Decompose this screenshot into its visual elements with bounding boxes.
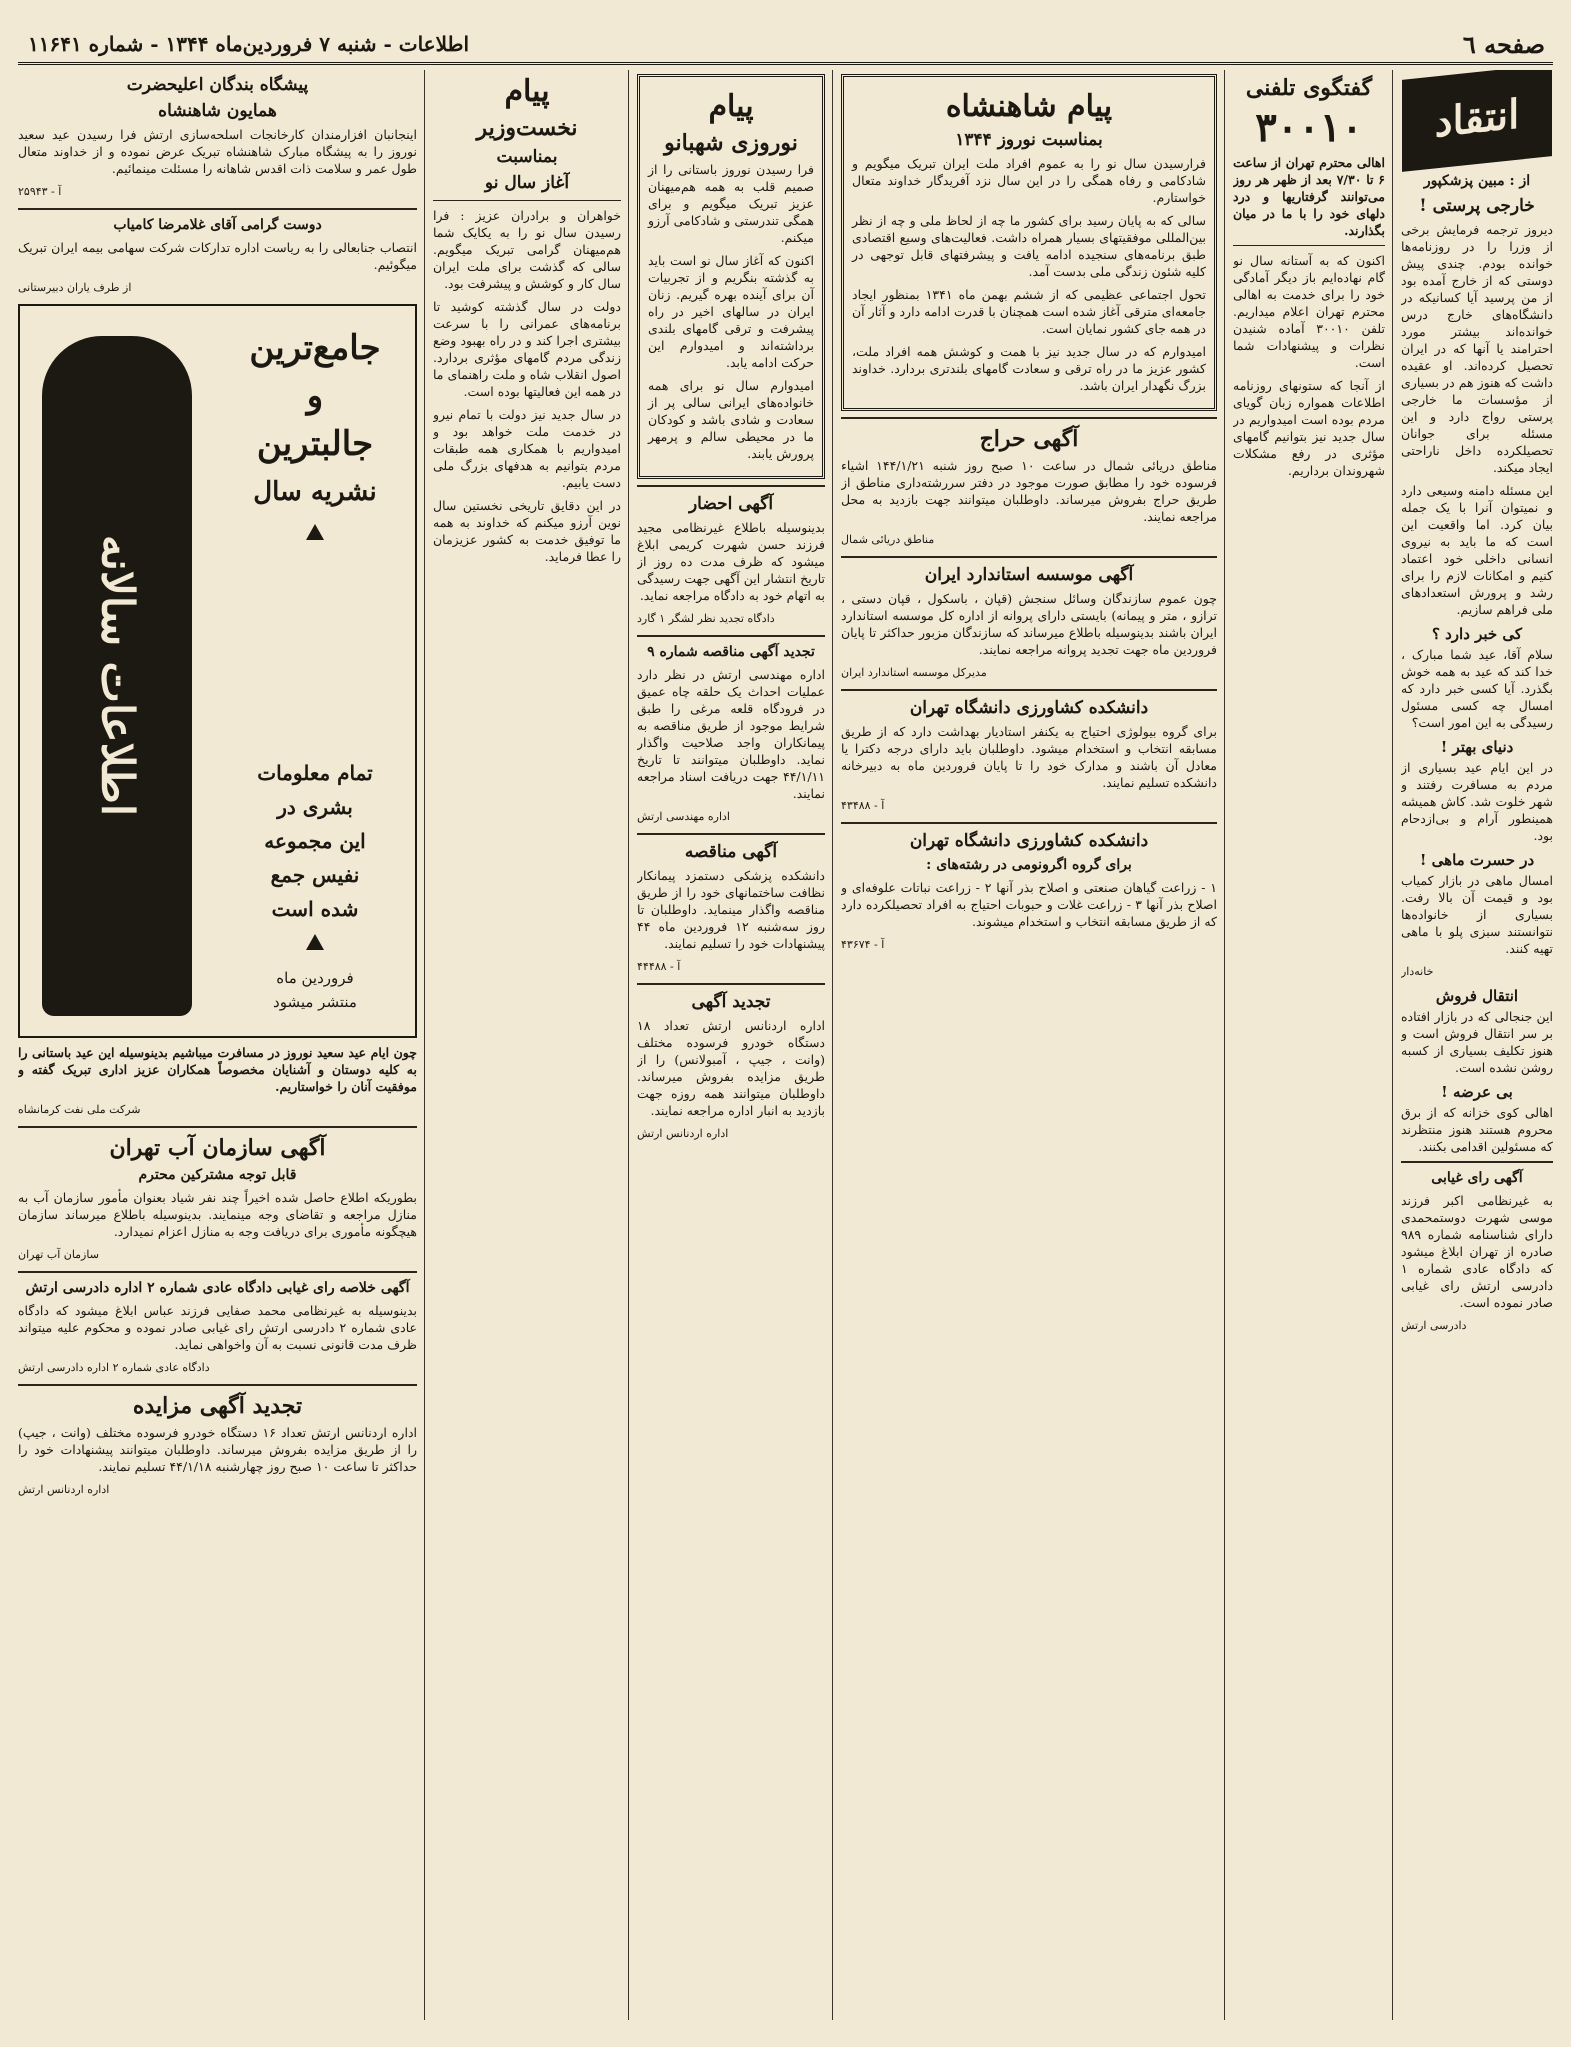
tender-title: تجدید آگهی مناقصه شماره ۹ xyxy=(647,644,815,660)
shah-message-body: سالی که به پایان رسید برای کشور ما چه از لحاظ ملی و چه از نظر بین‌المللی موفقیتهای بسیار همراه داشت. فعالیت‌های وسیع اقتصادی طبق برنامه‌های سنجیده ادامه یافت و پیشرفتهای قابل توجهی در کلیه شئون زندگی ملی بدست آمد. xyxy=(852,213,1206,279)
critique-author: از : مبین پزشکپور xyxy=(1423,173,1531,189)
ad-body: به غیرنظامی اکبر فرزند موسی شهرت دوستمحمدی دارای شناسنامه شماره ۹۸۹ صادره از تهران ابلاغ میشود که دادگاه عادی شماره ۱ دادرسی ارتش رای غیابی صادر نموده است. xyxy=(1401,1193,1553,1310)
critique-body: این مسئله دامنه وسیعی دارد و نمیتوان آنرا با یک جمله بیان کرد. اما واقعیت این است که ما باید به نیروی انسانی داخلی خود اعتماد کنیم و امکانات لازم را برای رشد و پرورش استعدادهای ملی فراهم سازیم. xyxy=(1401,483,1553,617)
ad-publish-note: منتشر میشود xyxy=(273,993,357,1011)
auction-title: آگهی حراج xyxy=(979,426,1079,452)
tender-reference: آ - ۴۴۴۸۸ xyxy=(637,960,681,973)
congrats-reference: آ - ۲۵۹۴۳ xyxy=(18,185,62,198)
auction-body: مناطق دریائی شمال در ساعت ۱۰ صبح روز شنبه ۱۴۴/۱/۲۱ اشیاء فرسوده خود را مطابق صورت موجود در دفتر سررشته‌داری مناطق از طریق حراج بفروش میرساند. داوطلبان میتوانند جهت بازدید به محل مراجعه نمایند. xyxy=(841,458,1217,524)
critique-title: خارجی پرستی ! xyxy=(1419,196,1535,216)
page-number: صفحه ٦ xyxy=(1462,29,1545,59)
friend-title: دوست گرامی آقای غلامرضا کامیاب xyxy=(113,217,322,233)
queen-message-subtitle: نوروزی شهبانو xyxy=(664,130,798,156)
phone-body: اکنون که به آستانه سال نو گام نهاده‌ایم باز دیگر آمادگی خود را برای خدمت به اهالی محترم تهران اعلام میداریم. تلفن ۳۰۰۱۰ آماده شنیدن نظرات و پیشنهادات شما است. xyxy=(1233,253,1385,370)
shah-message-title: پیام شاهنشاه xyxy=(945,89,1113,124)
university-ad-reference: آ - ۴۳۶۷۴ xyxy=(841,938,885,951)
water-ad-title: آگهی سازمان آب تهران xyxy=(109,1135,326,1161)
pm-message-occasion: آغاز سال نو xyxy=(484,173,570,193)
ad-title: آگهی رای غیابی xyxy=(1431,1170,1523,1186)
ad-tagline: تمام معلومات xyxy=(257,761,373,785)
water-ad-body: بطوریکه اطلاع حاصل شده اخیراً چند نفر شیاد بعنوان مأمور سازمان آب به منازل مراجعه و تقاضای وجه مینمایند. بدینوسیله باطلاع میرساند سازمان هیچگونه مأموری برای دریافت وجه به منازل اعزام نمیدارد. xyxy=(18,1190,417,1239)
page-header xyxy=(18,26,1553,65)
university-ad-title: دانشکده کشاورزی دانشگاه تهران xyxy=(909,831,1149,851)
annual-magazine-ad xyxy=(18,304,417,1038)
water-ad-reference: سازمان آب تهران xyxy=(18,1248,99,1261)
column-divider xyxy=(1392,70,1393,2020)
shah-message-box xyxy=(841,74,1217,411)
renewal-title: تجدید آگهی xyxy=(691,992,771,1012)
university-ad-subtitle: برای گروه اگرونومی در رشته‌های : xyxy=(926,857,1132,873)
renewal-reference: اداره اردنانس ارتش xyxy=(637,1127,729,1140)
pm-message-body: خواهران و برادران عزیز : فرا رسیدن سال نو را به یکایک شما هم‌میهنان گرامی تبریک میگویم. سالی که گذشت برای ملت ایران سال کار و کوشش و پیشرفت بود. xyxy=(433,208,621,291)
phone-body: از آنجا که ستونهای روزنامه اطلاعات همواره زبان گویای مردم بوده است امیدواریم در سال جدید نیز بتوانیم گامهای مؤثری در رفع مشکلات شهروندان برداریم. xyxy=(1233,378,1385,478)
section-heading: دنیای بهتر ! xyxy=(1440,738,1514,756)
phone-intro: اهالی محترم تهران از ساعت ۶ تا ۷/۳۰ بعد از ظهر هر روز می‌توانند گرفتاریها و درد دلهای خود را با ما در میان بگذارند. xyxy=(1233,155,1385,238)
column-divider xyxy=(1224,70,1225,2020)
triangle-icon xyxy=(306,524,324,540)
section-heading: در حسرت ماهی ! xyxy=(1419,851,1535,869)
column-queen-message xyxy=(637,70,825,2020)
queen-message-body: اکنون که آغاز سال نو است باید به گذشته بنگریم و از تجربیات آن برای آینده بهره گیریم. زنان ایران در سالهای اخیر در راه پیشرفت و ترقی گامهای بلندی برداشته‌اند و امیدوارم این حرکت ادامه یابد. xyxy=(648,253,814,370)
standards-title: آگهی موسسه استاندارد ایران xyxy=(924,565,1134,585)
section-body: این جنجالی که در بازار افتاده بر سر انتقال فروش است و هنوز تکلیف بسیاری از کسبه روشن نشده است. xyxy=(1401,1009,1553,1075)
shah-message-body: امیدوارم که در سال جدید نیز با همت و کوشش همه افراد ملت، کشور عزیز ما در راه ترقی و سعادت گامهای بلندتری بردارد. خداوند بزرگ نگهدار ایران باشد. xyxy=(852,344,1206,393)
triangle-icon xyxy=(306,934,324,950)
verdict-body: بدینوسیله به غیرنظامی محمد صفایی فرزند عباس ابلاغ میشود که دادگاه عادی شماره ۲ دادرسی ارتش رای غیابی صادر نموده و محکوم علیه میتواند ظرف مدت قانونی نسبت به آن واخواهی نماید. xyxy=(18,1303,417,1352)
auction-renewal-reference: اداره اردنانس ارتش xyxy=(18,1483,110,1496)
newspaper-page xyxy=(18,18,1553,2029)
ad-tagline: این مجموعه xyxy=(264,829,366,853)
auction-renewal-title: تجدید آگهی مزایده xyxy=(132,1393,303,1419)
queen-message-body: فرا رسیدن نوروز باستانی را از صمیم قلب به همه هم‌میهنان عزیز تبریک میگویم و برای همگی تندرستی و شادکامی آرزو میکنم. xyxy=(648,162,814,245)
signature: خانه‌دار xyxy=(1401,965,1434,978)
critique-logo: انتقاد xyxy=(1402,70,1552,172)
column-shah-message xyxy=(841,70,1217,2020)
phone-number: ۳۰۰۱۰ xyxy=(1255,104,1363,151)
university-ad-body: برای گروه بیولوژی احتیاج به یکنفر استادیار بهداشت دارد که از طریق مسابقه انتخاب و استخدام میشود. داوطلبان باید دارای درجه دکترا یا معادل آن باشند و مدارک خود را تا پایان فروردین ماه به دبیرخانه دانشکده تسلیم نمایند. xyxy=(841,724,1217,790)
pm-message-body: در این دقایق تاریخی نخستین سال نوین آرزو میکنم که خداوند به همه ما توفیق خدمت به کشور عزیزمان را عطا فرماید. xyxy=(433,498,621,564)
column-phone xyxy=(1233,70,1385,2020)
congrats-body: اینجانبان افزارمندان کارخانجات اسلحه‌سازی ارتش فرا رسیدن عید سعید نوروز را به پیشگاه مبارک شاهنشاه تبریک عرض نموده و از خداوند متعال طول عمر و سلامت ذات اقدس شاهانه را مسئلت مینمائیم. xyxy=(18,127,417,176)
magazine-cover-image xyxy=(42,336,192,1016)
ad-tagline: نفیس جمع xyxy=(270,863,360,887)
pm-message-body: در سال جدید نیز دولت با تمام نیرو در خدمت ملت خواهد بود و امیدواریم با همکاری همه طبقات مردم بتوانیم به هدفهای بزرگ ملی دست یابیم. xyxy=(433,407,621,490)
critique-body: دیروز ترجمه فرمایش برخی از وزرا را در روزنامه‌ها خوانده بودم. چندی پیش دوستی که از خارج آمده بود از من پرسید آیا کسانیکه در دانشگاه‌های خارج درس خوانده‌اند بیشتر مورد احترامند یا آنها که در ایران تحصیل کرده‌اند. او عقیده داشت که هنوز هم در بسیاری از مؤسسات ما خارجی پرستی رواج دارد و این مسئله برای جوانان تحصیلکرده داخل ناراحتی ایجاد میکند. xyxy=(1401,222,1553,475)
standards-body: چون عموم سازندگان وسائل سنجش (قپان ، باسکول ، قپان دستی ، ترازو ، متر و پیمانه) بایستی دارای پروانه از اداره کل موسسه استاندارد ایران باشند بدینوسیله باطلاع میرساند که سازندگان مزبور حداکثر تا پایان فروردین ماه جهت تجدید پروانه مراجعه نمایند. xyxy=(841,591,1217,657)
column-divider xyxy=(628,70,629,2020)
ad-tagline: بشری در xyxy=(277,795,353,819)
column-ads xyxy=(18,70,417,2020)
auction-reference: مناطق دریائی شمال xyxy=(841,533,935,546)
column-divider xyxy=(832,70,833,2020)
column-divider xyxy=(424,70,425,2020)
friend-body: انتصاب جنابعالی را به ریاست اداره تدارکات شرکت سهامی بیمه ایران تبریک میگوئیم. xyxy=(18,240,417,272)
ad-publish-month: فروردین ماه xyxy=(276,969,354,987)
shah-message-body: تحول اجتماعی عظیمی که از ششم بهمن ماه ۱۳۴۱ بمنظور ایجاد جامعه‌ای مترقی آغاز شده است همچنان با قدرت ادامه دارد و آثار آن در همه جای کشور نمایان است. xyxy=(852,287,1207,336)
phone-column-title: گفتگوی تلفنی xyxy=(1245,75,1373,101)
tender-body: دانشکده پزشکی دستمزد پیمانکار نظافت ساختمانهای خود را از طریق مناقصه واگذار مینماید. داوطلبان تا روز سه‌شنبه ۱۲ فروردین ماه ۴۴ پیشنهادات خود را تسلیم نمایند. xyxy=(637,868,825,951)
column-pm-message xyxy=(433,70,621,2020)
ad-tagline: شده است xyxy=(271,897,359,921)
summons-reference: دادگاه تجدید نظر لشگر ۱ گارد xyxy=(637,612,775,625)
ad-headline: جامع‌ترین xyxy=(249,328,381,368)
university-ad-title: دانشکده کشاورزی دانشگاه تهران xyxy=(909,698,1149,718)
greeting-body: چون ایام عید سعید نوروز در مسافرت میباشیم بدینوسیله این عید باستانی را به کلیه دوستان و آشنایان مخصوصاً همکاران عزیز اداری تبریک گفته و موفقیت آنان را خواستاریم. xyxy=(18,1045,417,1094)
shah-message-subtitle: بمناسبت نوروز ۱۳۴۴ xyxy=(955,130,1103,150)
section-body: اهالی کوی خزانه که از برق محروم هستند هنوز منتظرند که مسئولین اقدامی بکنند. xyxy=(1401,1105,1553,1154)
queen-message-box xyxy=(637,74,825,479)
university-ad-body: ۱ - زراعت گیاهان صنعتی و اصلاح بذر آنها ۲ - زراعت نباتات علوفه‌ای و اصلاح بذر آنها ۳ - زراعت غلات و حبوبات احتیاج به افراد تحصیلکرده دارد که از طریق مسابقه انتخاب و استخدام میشوند. xyxy=(841,880,1217,929)
masthead-dateline: اطلاعات - شنبه ۷ فروردین‌ماه ۱۳۴۴ - شماره ۱۱۶۴۱ xyxy=(28,32,470,56)
queen-message-title: پیام xyxy=(708,89,754,124)
section-body: در این ایام عید بسیاری از مردم به مسافرت رفتند و شهر خلوت شد. کاش همیشه همینطور آرام و بی‌ازدحام بود. xyxy=(1401,760,1553,843)
verdict-title: آگهی خلاصه رای غیابی دادگاه عادی شماره ۲ اداره دادرسی ارتش xyxy=(25,1280,410,1296)
pm-message-title: پیام xyxy=(504,74,550,109)
tender-body: اداره مهندسی ارتش در نظر دارد عملیات احداث یک حلقه چاه عمیق در فرودگاه قلعه مرغی را طبق شرایط موجود از طریق مناقصه به پیمانکاران واجد صلاحیت واگذار نماید. داوطلبان میتوانند تا تاریخ ۴۴/۱/۱۱ جهت دریافت اسناد مراجعه نمایند. xyxy=(637,667,825,801)
ad-headline: و xyxy=(306,376,324,416)
section-body: سلام آقا، عید شما مبارک ، خدا کند که عید به همه خوش بگذرد. آیا کسی خبر دارد که امسال چه کسی مسئول رسیدگی به این امور است؟ xyxy=(1401,647,1553,730)
section-heading: بی عرضه ! xyxy=(1441,1083,1513,1101)
verdict-reference: دادگاه عادی شماره ۲ اداره دادرسی ارتش xyxy=(18,1361,210,1374)
queen-message-body: امیدوارم سال نو برای همه خانواده‌های ایرانی سالی پر از سعادت و شادی باشد و کودکان ما در محیطی سالم و پرمهر پرورش یابند. xyxy=(648,378,814,461)
tender-title: آگهی مناقصه xyxy=(684,842,778,862)
water-ad-subtitle: قابل توجه مشترکین محترم xyxy=(138,1167,297,1183)
congrats-subtitle: همایون شاهنشاه xyxy=(158,101,277,121)
renewal-body: اداره اردنانس ارتش تعداد ۱۸ دستگاه خودرو فرسوده مختلف (وانت ، جیپ ، آمبولانس) را از طریق مزایده بفروش میرساند. داوطلبان میتوانند همه روزه جهت بازدید به انبار اداره مراجعه نمایند. xyxy=(637,1018,825,1118)
greeting-reference: شرکت ملی نفت کرمانشاه xyxy=(18,1103,141,1116)
ad-headline: جالبترین xyxy=(256,424,374,464)
summons-title: آگهی احضار xyxy=(688,494,774,514)
section-heading: انتقال فروش xyxy=(1435,987,1519,1005)
ad-headline: نشریه سال xyxy=(253,477,377,507)
ad-reference: دادرسی ارتش xyxy=(1401,1319,1467,1332)
magazine-cover-title: اطلاعات سالانه xyxy=(91,535,143,817)
congrats-title: پیشگاه بندگان اعلیحضرت xyxy=(126,75,309,95)
section-body: امسال ماهی در بازار کمیاب بود و قیمت آن بالا رفت. بسیاری از خانواده‌ها نتوانستند سبزی پلو با ماهی تهیه کنند. xyxy=(1401,873,1553,956)
university-ad-reference: آ - ۴۳۴۸۸ xyxy=(841,799,885,812)
standards-reference: مدیرکل موسسه استاندارد ایران xyxy=(841,666,987,679)
auction-renewal-body: اداره اردنانس ارتش تعداد ۱۶ دستگاه خودرو فرسوده مختلف (وانت ، جیپ) را از طریق مزایده بفروش میرساند. داوطلبان میتوانند پیشنهادات خود را حداکثر تا ساعت ۱۰ صبح روز چهارشنبه ۴۴/۱/۱۸ تسلیم نمایند. xyxy=(18,1425,417,1474)
summons-body: بدینوسیله باطلاع غیرنظامی مجید فرزند حسن شهرت کریمی ابلاغ میشود که ظرف مدت ده روز از تاریخ انتشار این آگهی جهت رسیدگی به اتهام خود به دادگاه مراجعه نماید. xyxy=(637,520,825,603)
shah-message-body: فرارسیدن سال نو را به عموم افراد ملت ایران تبریک میگویم و شادکامی و رفاه همگی را در این سال نزد آفریدگار خداوند متعال خواستارم. xyxy=(852,156,1206,205)
pm-message-subtitle: نخست‌وزیر xyxy=(476,115,578,141)
pm-message-body: دولت در سال گذشته کوشید تا برنامه‌های عمرانی را با سرعت بیشتری اجرا کند و در راه بهبود وضع زندگی مردم گامهای مؤثری بردارد. اصول انقلاب شاه و ملت راهنمای ما در همه این فعالیتها بوده است. xyxy=(433,299,621,399)
tender-reference: اداره مهندسی ارتش xyxy=(637,810,730,823)
pm-message-occasion: بمناسبت xyxy=(496,147,558,167)
column-critique xyxy=(1401,70,1553,2020)
section-heading: کی خبر دارد ؟ xyxy=(1431,625,1523,643)
friend-reference: از طرف یاران دبیرستانی xyxy=(18,281,132,294)
